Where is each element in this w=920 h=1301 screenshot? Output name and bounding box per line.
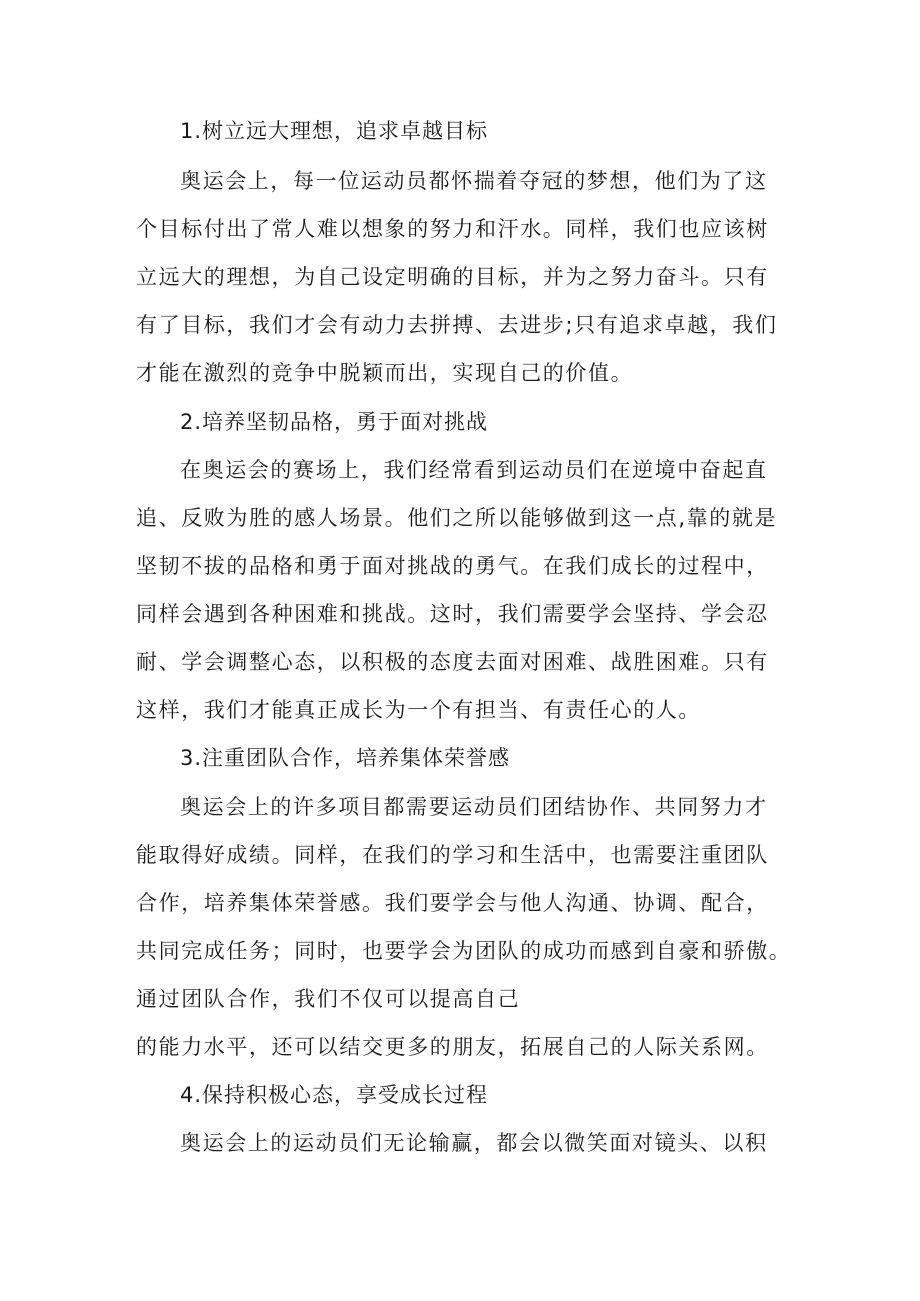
paragraph-line: 追、反败为胜的感人场景。他们之所以能够做到这一点,靠的就是 (136, 506, 778, 530)
paragraph-line: 个目标付出了常人难以想象的努力和汗水。同样，我们也应该树 (136, 217, 769, 241)
section-heading-2: 2.培养坚韧品格，勇于面对挑战 (180, 410, 489, 434)
paragraph-line: 通过团队合作，我们不仅可以提高自己 (136, 987, 521, 1011)
paragraph-line: 共同完成任务；同时，也要学会为团队的成功而感到自豪和骄傲。 (136, 939, 792, 963)
paragraph-line: 才能在激烈的竞争中脱颖而出，实现自己的价值。 (136, 361, 634, 385)
paragraph-line: 立远大的理想，为自己设定明确的目标，并为之努力奋斗。只有 (136, 265, 769, 289)
paragraph-line: 有了目标，我们才会有动力去拼搏、去进步;只有追求卓越，我们 (136, 313, 778, 337)
paragraph-line: 耐、学会调整心态，以积极的态度去面对困难、战胜困难。只有 (136, 650, 769, 674)
paragraph-line: 在奥运会的赛场上，我们经常看到运动员们在逆境中奋起直 (180, 458, 768, 482)
paragraph-line: 同样会遇到各种困难和挑战。这时，我们需要学会坚持、学会忍 (136, 602, 769, 626)
section-heading-3: 3.注重团队合作，培养集体荣誉感 (180, 746, 511, 770)
paragraph-line: 奥运会上的运动员们无论输赢，都会以微笑面对镜头、以积 (180, 1131, 768, 1155)
paragraph-line: 的能力水平，还可以结交更多的朋友，拓展自己的人际关系网。 (136, 1035, 769, 1059)
section-heading-4: 4.保持积极心态，享受成长过程 (180, 1083, 489, 1107)
section-heading-1: 1.树立远大理想，追求卓越目标 (180, 119, 489, 143)
paragraph-line: 奥运会上，每一位运动员都怀揣着夺冠的梦想，他们为了这 (180, 169, 768, 193)
paragraph-line: 奥运会上的许多项目都需要运动员们团结协作、共同努力才 (180, 795, 768, 819)
paragraph-line: 能取得好成绩。同样，在我们的学习和生活中，也需要注重团队 (136, 843, 769, 867)
paragraph-line: 合作，培养集体荣誉感。我们要学会与他人沟通、协调、配合， (136, 891, 769, 915)
paragraph-line: 坚韧不拔的品格和勇于面对挑战的勇气。在我们成长的过程中， (136, 554, 769, 578)
paragraph-line: 这样，我们才能真正成长为一个有担当、有责任心的人。 (136, 698, 701, 722)
